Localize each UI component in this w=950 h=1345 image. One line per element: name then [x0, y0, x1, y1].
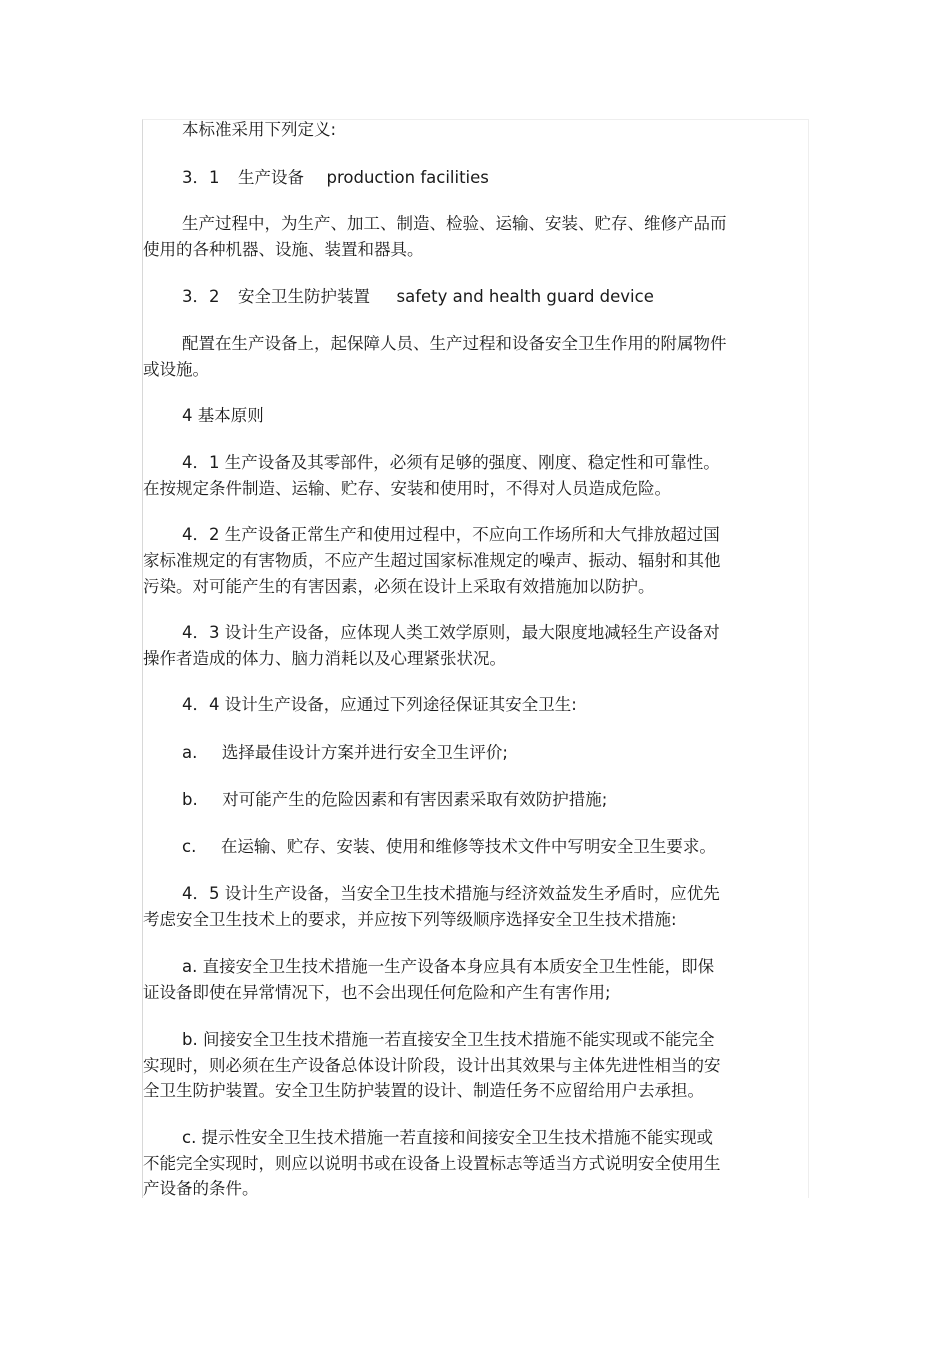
definition-3-2-body-line: 或设施。 [143, 360, 209, 379]
clause-4-5-line: 4．5 设计生产设备，当安全卫生技术措施与经济效益发生矛盾时，应优先 [182, 884, 720, 903]
clause-4-4-item-b [182, 789, 607, 811]
clause-4-1-line: 4．1 生产设备及其零部件，必须有足够的强度、刚度、稳定性和可靠性。 [182, 453, 720, 472]
list-marker: b. [182, 790, 198, 809]
section-4-heading: 4 基本原则 [182, 406, 264, 425]
definition-3-2-body-line: 配置在生产设备上，起保障人员、生产过程和设备安全卫生作用的附属物件 [182, 334, 727, 353]
definition-3-1-body-line: 使用的各种机器、设施、装置和器具。 [143, 240, 424, 259]
clause-4-5-a-line: a. 直接安全卫生技术措施一生产设备本身应具有本质安全卫生性能，即保 [182, 957, 715, 976]
definition-number: 3．1 [182, 168, 220, 187]
clause-4-5-b-line: b. 间接安全卫生技术措施一若直接安全卫生技术措施不能实现或不能完全 [182, 1030, 715, 1049]
clause-4-1-line: 在按规定条件制造、运输、贮存、安装和使用时，不得对人员造成危险。 [143, 479, 671, 498]
clause-4-5-line: 考虑安全卫生技术上的要求，并应按下列等级顺序选择安全卫生技术措施: [143, 910, 677, 929]
clause-4-5-c-line: 不能完全实现时，则应以说明书或在设备上设置标志等适当方式说明安全使用生 [143, 1154, 721, 1173]
clause-4-5-c-line: 产设备的条件。 [143, 1179, 259, 1198]
clause-4-4-line: 4．4 设计生产设备，应通过下列途径保证其安全卫生: [182, 695, 577, 714]
clause-4-3-line: 操作者造成的体力、脑力消耗以及心理紧张状况。 [143, 649, 506, 668]
definition-3-2-heading [182, 286, 654, 308]
clause-4-5-a-line: 证设备即使在异常情况下，也不会出现任何危险和产生有害作用; [143, 983, 611, 1002]
clause-4-2-line: 4．2 生产设备正常生产和使用过程中，不应向工作场所和大气排放超过国 [182, 525, 720, 544]
definition-3-1-heading [182, 167, 489, 189]
list-item-text: 选择最佳设计方案并进行安全卫生评价; [221, 743, 508, 762]
clause-4-4-item-c [182, 836, 716, 858]
definition-term: 安全卫生防护装置 [238, 287, 370, 306]
definition-english-term: production facilities [326, 168, 489, 187]
definition-3-1-body-line: 生产过程中，为生产、加工、制造、检验、运输、安装、贮存、维修产品而 [182, 214, 727, 233]
clause-4-2-line: 家标准规定的有害物质，不应产生超过国家标准规定的噪声、振动、辐射和其他 [143, 551, 721, 570]
clause-4-5-b-line: 全卫生防护装置。安全卫生防护装置的设计、制造任务不应留给用户去承担。 [143, 1081, 704, 1100]
list-item-text: 对可能产生的危险因素和有害因素采取有效防护措施; [222, 790, 608, 809]
list-marker: c. [182, 837, 197, 856]
clause-4-4-item-a [182, 742, 508, 764]
clause-4-2-line: 污染。对可能产生的有害因素，必须在设计上采取有效措施加以防护。 [143, 577, 655, 596]
clause-4-5-c-line: c. 提示性安全卫生技术措施一若直接和间接安全卫生技术措施不能实现或 [182, 1128, 714, 1147]
definition-term: 生产设备 [238, 168, 304, 187]
clause-4-3-line: 4．3 设计生产设备，应体现人类工效学原则，最大限度地减轻生产设备对 [182, 623, 720, 642]
intro-line: 本标准采用下列定义: [182, 120, 337, 139]
clause-4-5-b-line: 实现时，则必须在生产设备总体设计阶段，设计出其效果与主体先进性相当的安 [143, 1056, 721, 1075]
list-marker: a. [182, 743, 198, 762]
definition-number: 3．2 [182, 287, 220, 306]
list-item-text: 在运输、贮存、安装、使用和维修等技术文件中写明安全卫生要求。 [220, 837, 716, 856]
definition-english-term: safety and health guard device [396, 287, 654, 306]
